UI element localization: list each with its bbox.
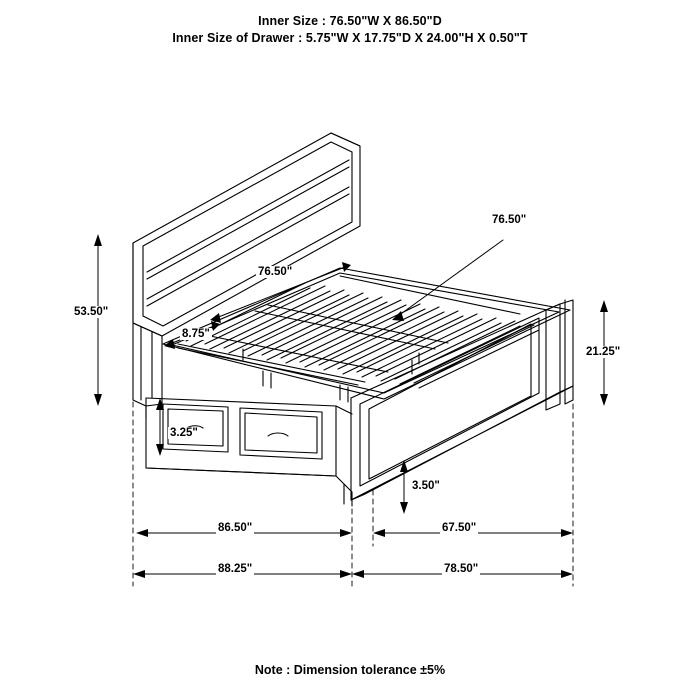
inner-size-text: Inner Size : 76.50"W X 86.50"D xyxy=(258,14,442,28)
headboard xyxy=(133,133,360,418)
dim-bed-inner-depth: 67.50" xyxy=(442,522,477,534)
dim-drawer-height: 3.25" xyxy=(170,427,198,439)
dim-headboard-height: 53.50" xyxy=(74,306,109,318)
dim-rail-inner-width: 76.50" xyxy=(492,214,527,226)
inner-size-drawer-text: Inner Size of Drawer : 5.75"W X 17.75"D X 24.00"H X 0.50"T xyxy=(172,31,528,45)
dim-bed-inner-length: 86.50" xyxy=(218,522,253,534)
dim-slat-width-top: 76.50" xyxy=(258,266,293,278)
dim-bed-overall-length: 88.25" xyxy=(218,563,253,575)
front-side-rail xyxy=(146,398,352,506)
dim-floor-clearance: 3.50" xyxy=(412,480,440,492)
dim-side-rail-offset: 8.75" xyxy=(182,328,210,340)
dim-bed-overall-depth: 78.50" xyxy=(444,563,479,575)
dim-footboard-height: 21.25" xyxy=(586,346,621,358)
tolerance-note: Note : Dimension tolerance ±5% xyxy=(254,663,446,677)
